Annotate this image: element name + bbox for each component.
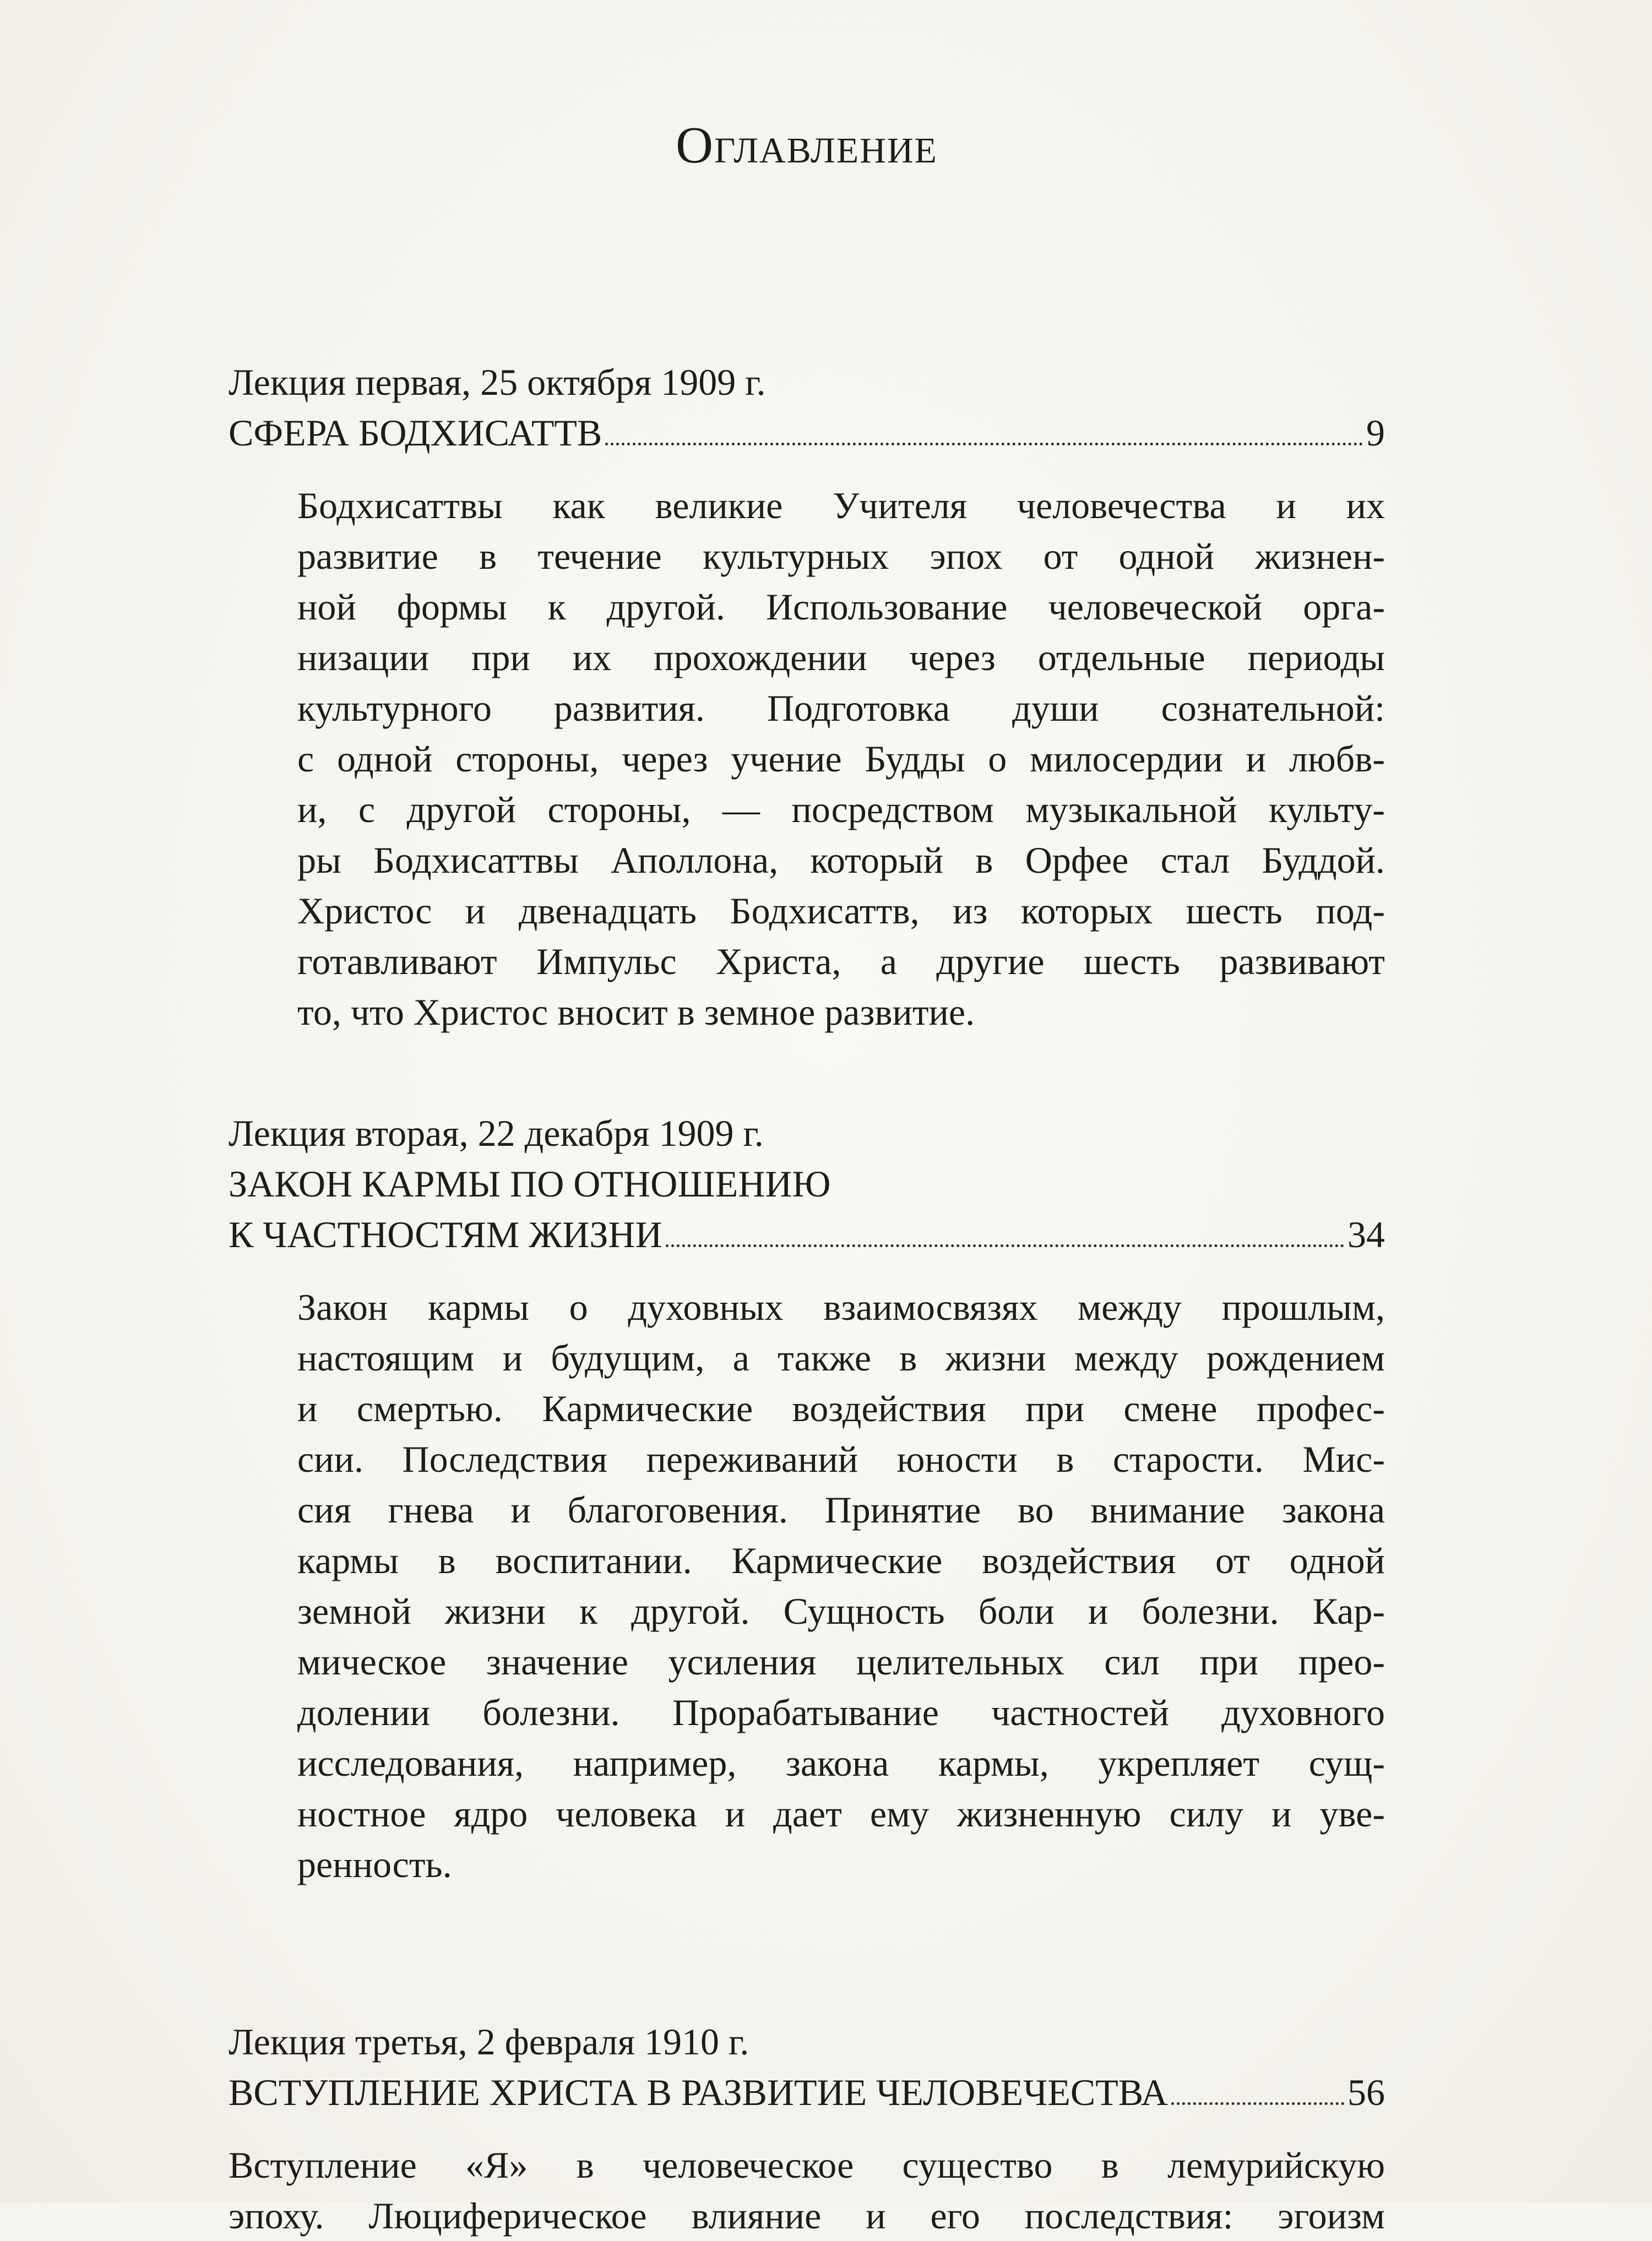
summary-line: ры Бодхисаттвы Аполлона, который в Орфее стал Буддой. <box>297 839 1385 881</box>
table-of-contents <box>229 116 1385 2241</box>
spacer <box>229 1890 1385 2016</box>
page-title: Оглавление <box>676 117 938 174</box>
page-number: 56 <box>1347 2071 1385 2113</box>
lecture-date: Лекция вторая, 22 декабря 1909 г. <box>229 1112 764 1154</box>
page-number: 9 <box>1366 412 1385 454</box>
summary-line: с одной стороны, через учение Будды о милосердии и любв- <box>297 738 1385 780</box>
lecture-summary <box>297 480 1385 1037</box>
toc-entry-lecture-3 <box>229 2016 1385 2241</box>
summary-line: исследования, например, закона кармы, укрепляет сущ- <box>297 1742 1385 1784</box>
lecture-title-row[interactable] <box>229 1209 1385 1260</box>
summary-line: кармы в воспитании. Кармические воздействия от одной <box>297 1540 1385 1581</box>
summary-line: Закон кармы о духовных взаимосвязях между прошлым, <box>297 1286 1385 1328</box>
dot-leader <box>666 1244 1344 1247</box>
lecture-title: К ЧАСТНОСТЯМ ЖИЗНИ <box>229 1214 662 1255</box>
lecture-title-line: ЗАКОН КАРМЫ ПО ОТНОШЕНИЮ <box>229 1163 831 1205</box>
dot-leader <box>605 443 1363 445</box>
summary-line: Христос и двенадцать Бодхисаттв, из которых шесть под- <box>297 890 1385 932</box>
summary-line: настоящим и будущим, а также в жизни между рождением <box>297 1337 1385 1379</box>
lecture-title-row[interactable] <box>229 2067 1385 2118</box>
summary-line: культурного развития. Подготовка души сознательной: <box>297 687 1385 729</box>
summary-line: долении болезни. Прорабатывание частностей духовного <box>297 1691 1385 1733</box>
summary-line: земной жизни к другой. Сущность боли и болезни. Кар- <box>297 1590 1385 1632</box>
summary-line: готавливают Импульс Христа, а другие шесть развивают <box>297 940 1385 982</box>
toc-entry-lecture-1 <box>229 357 1385 1037</box>
summary-line: низации при их прохождении через отдельные периоды <box>297 637 1385 678</box>
lecture-date: Лекция первая, 25 октября 1909 г. <box>229 361 766 403</box>
summary-line: Вступление «Я» в человеческое существо в лемурийскую <box>229 2144 1385 2186</box>
summary-line: ренность. <box>297 1843 452 1885</box>
summary-line: развитие в течение культурных эпох от одной жизнен- <box>297 535 1385 577</box>
summary-line: ностное ядро человека и дает ему жизненную силу и уве- <box>297 1793 1385 1835</box>
lecture-title: СФЕРА БОДХИСАТТВ <box>229 412 602 454</box>
dot-leader <box>1171 2102 1344 2105</box>
summary-line: ной формы к другой. Использование человеческой орга- <box>297 586 1385 628</box>
summary-line: сии. Последствия переживаний юности в старости. Мис- <box>297 1438 1385 1480</box>
summary-line: и смертью. Кармические воздействия при смене профес- <box>297 1388 1385 1429</box>
summary-line: то, что Христос вносит в земное развитие. <box>297 991 975 1033</box>
summary-line: и, с другой стороны, — посредством музыкальной культу- <box>297 788 1385 830</box>
page-number: 34 <box>1347 1214 1385 1255</box>
summary-line: сия гнева и благоговения. Принятие во внимание закона <box>297 1489 1385 1531</box>
lecture-summary <box>297 1282 1385 1890</box>
lecture-date: Лекция третья, 2 февраля 1910 г. <box>229 2021 749 2063</box>
summary-line: Бодхисаттвы как великие Учителя человечества и их <box>297 485 1385 526</box>
spacer <box>229 1037 1385 1108</box>
summary-line: эпоху. Люциферическое влияние и его последствия: эгоизм <box>229 2195 1385 2237</box>
lecture-title: ВСТУПЛЕНИЕ ХРИСТА В РАЗВИТИЕ ЧЕЛОВЕЧЕСТВА <box>229 2071 1168 2113</box>
toc-entry-lecture-2 <box>229 1108 1385 1890</box>
lecture-title-row[interactable] <box>229 407 1385 458</box>
summary-line: мическое значение усиления целительных сил при прео- <box>297 1641 1385 1683</box>
lecture-summary <box>229 2140 1385 2241</box>
